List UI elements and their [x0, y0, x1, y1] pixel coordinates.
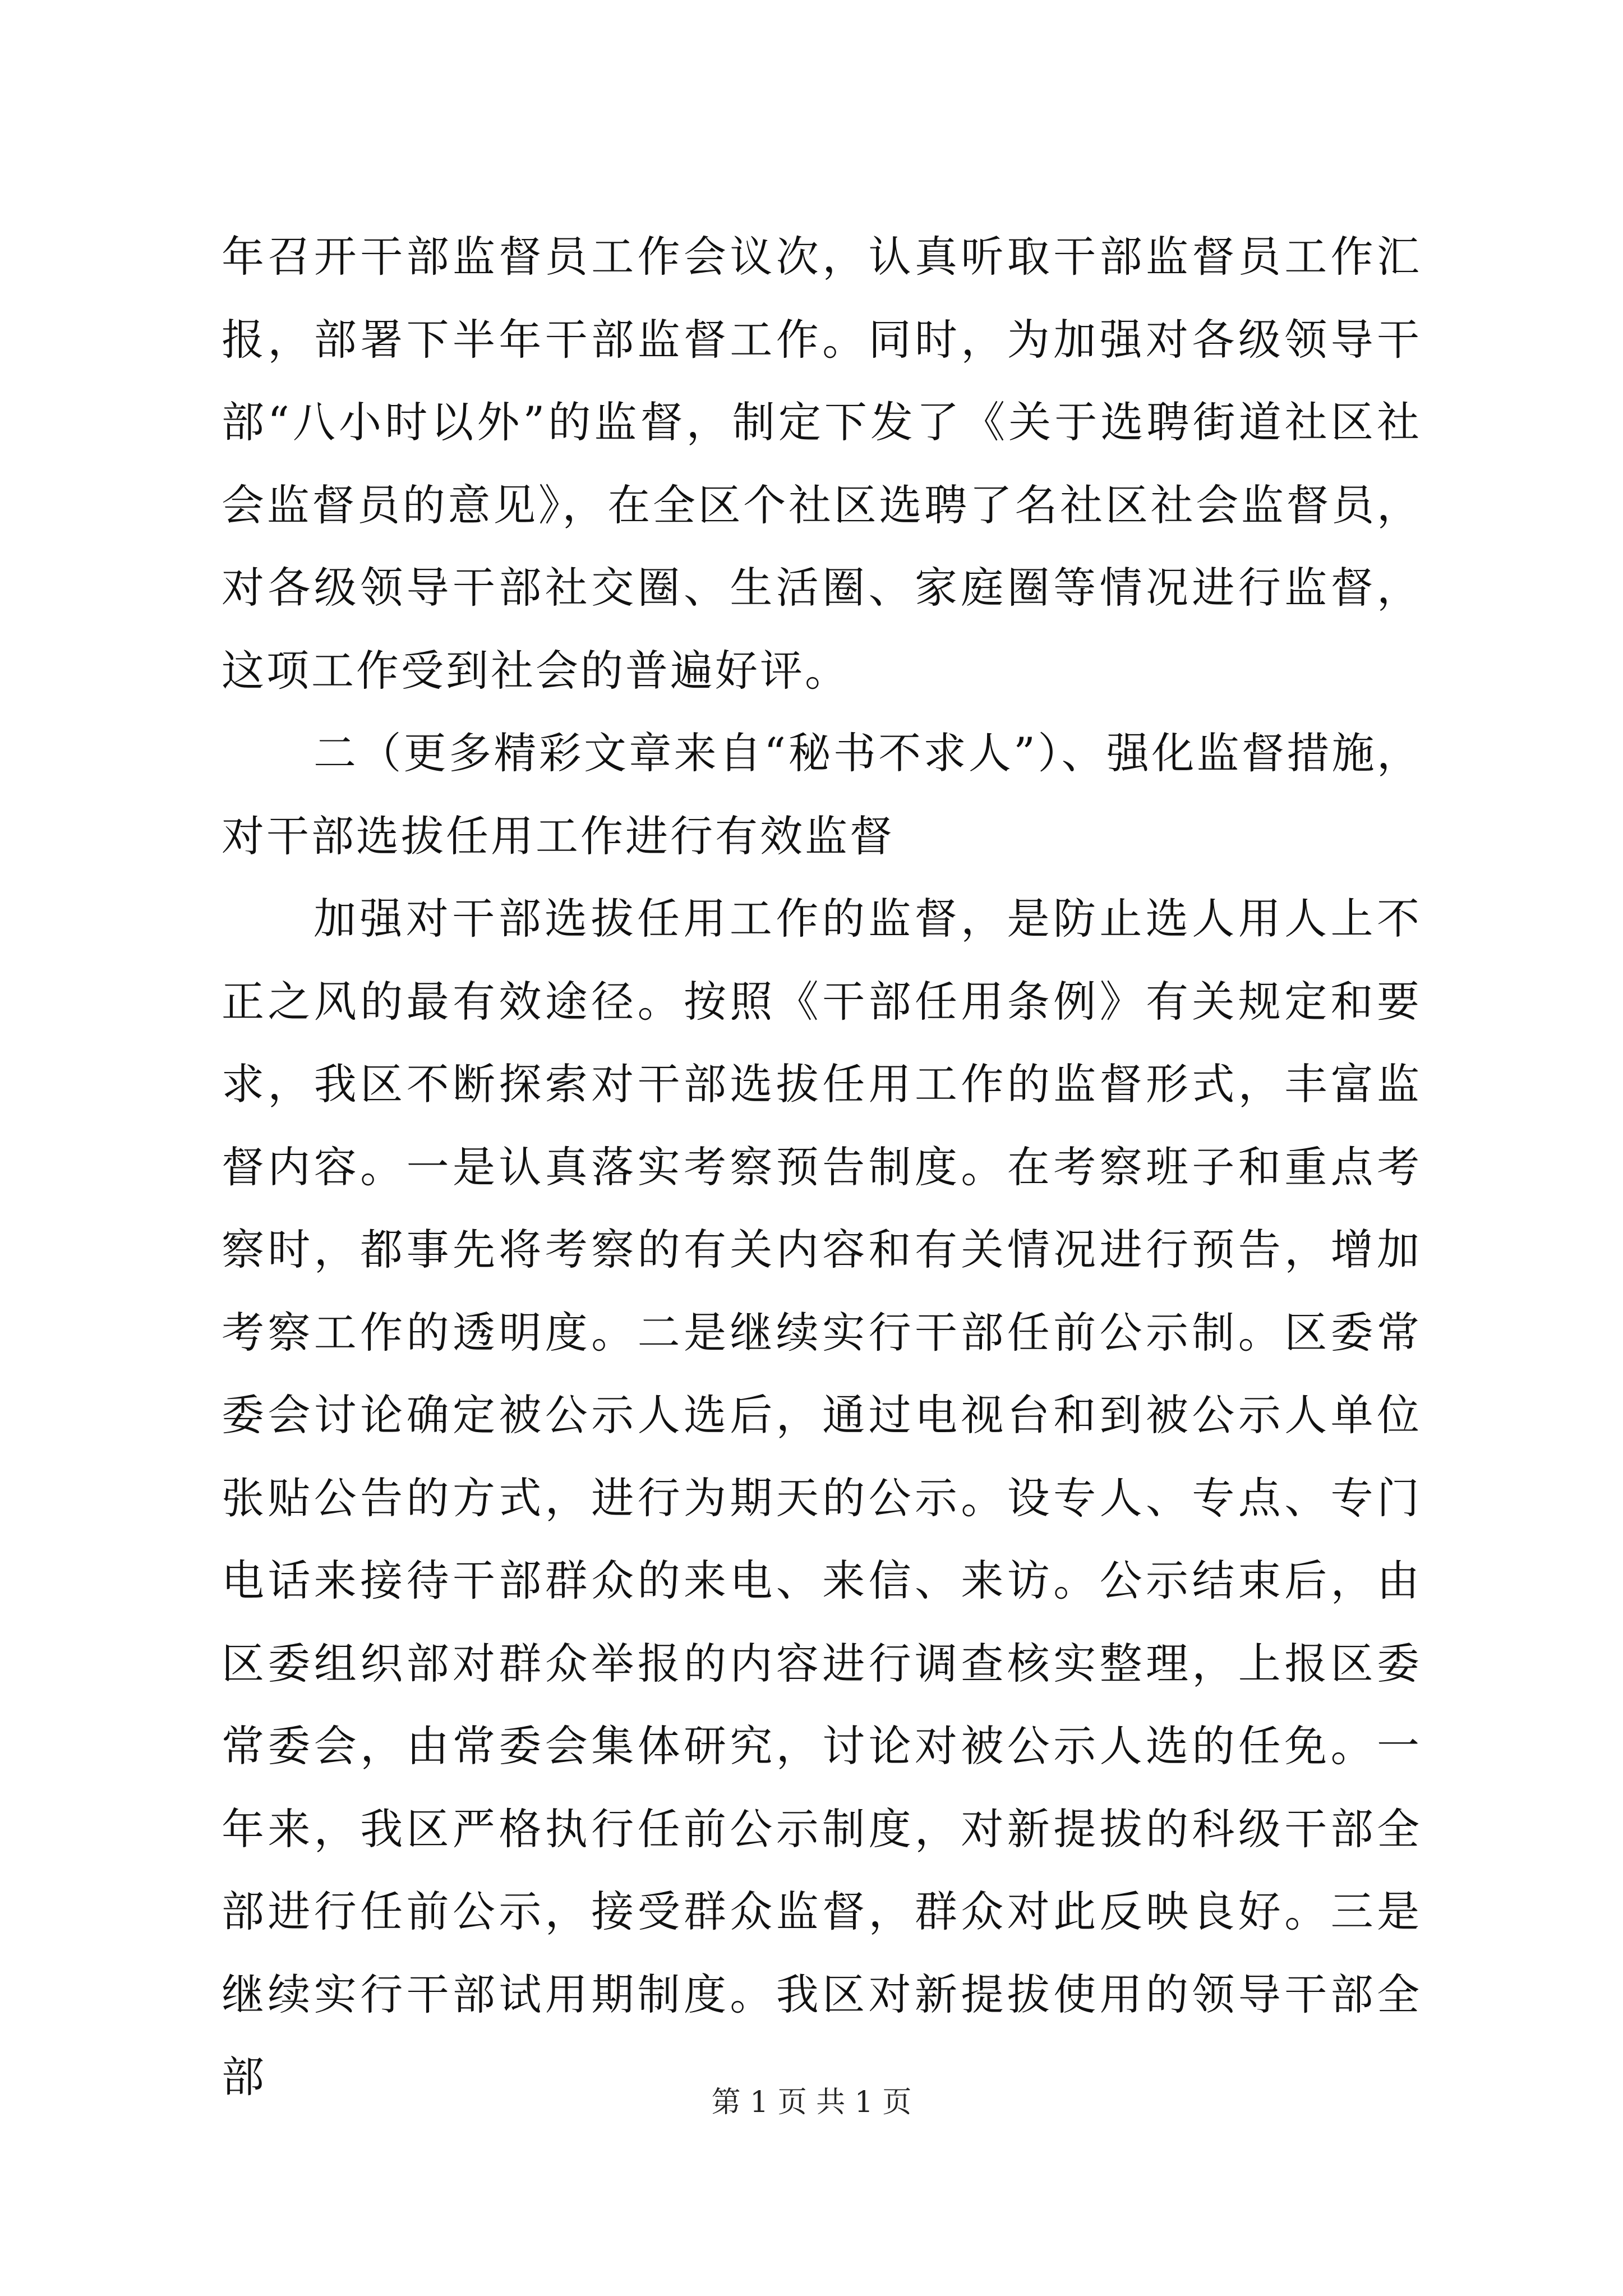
- page-footer: [0, 2080, 1623, 2125]
- paragraph-continued: 年召开干部监督员工作会议次，认真听取干部监督员工作汇报，部署下半年干部监督工作。同时，为加强对各级领导干部“八小时以外”的监督，制定下发了《关于选聘街道社区社会监督员的意见》，在全区个社区选聘了名社区社会监督员，对各级领导干部社交圈、生活圈、家庭圈等情况进行监督，这项工作受到社会的普遍好评。: [222, 232, 1422, 696]
- section-heading-two: 二（更多精彩文章来自“秘书不求人”）、强化监督措施，对干部选拔任用工作进行有效监督: [222, 728, 1422, 861]
- page-number-label: 第 1 页 共 1 页: [711, 2086, 912, 2119]
- paragraph-supervision: 加强对干部选拔任用工作的监督，是防止选人用人上不正之风的最有效途径。按照《干部任用条例》有关规定和要求，我区不断探索对干部选拔任用工作的监督形式，丰富监督内容。一是认真落实考察预告制度。在考察班子和重点考察时，都事先将考察的有关内容和有关情况进行预告，增加考察工作的透明度。二是继续实行干部任前公示制。区委常委会讨论确定被公示人选后，通过电视台和到被公示人单位张贴公告的方式，进行为期天的公示。设专人、专点、专门电话来接待干部群众的来电、来信、来访。公示结束后，由区委组织部对群众举报的内容进行调查核实整理，上报区委常委会，由常委会集体研究，讨论对被公示人选的任免。一年来，我区严格执行任前公示制度，对新提拔的科级干部全部进行任前公示，接受群众监督，群众对此反映良好。三是继续实行干部试用期制度。我区对新提拔使用的领导干部全部: [222, 894, 1422, 2102]
- document-body: [222, 215, 1422, 2119]
